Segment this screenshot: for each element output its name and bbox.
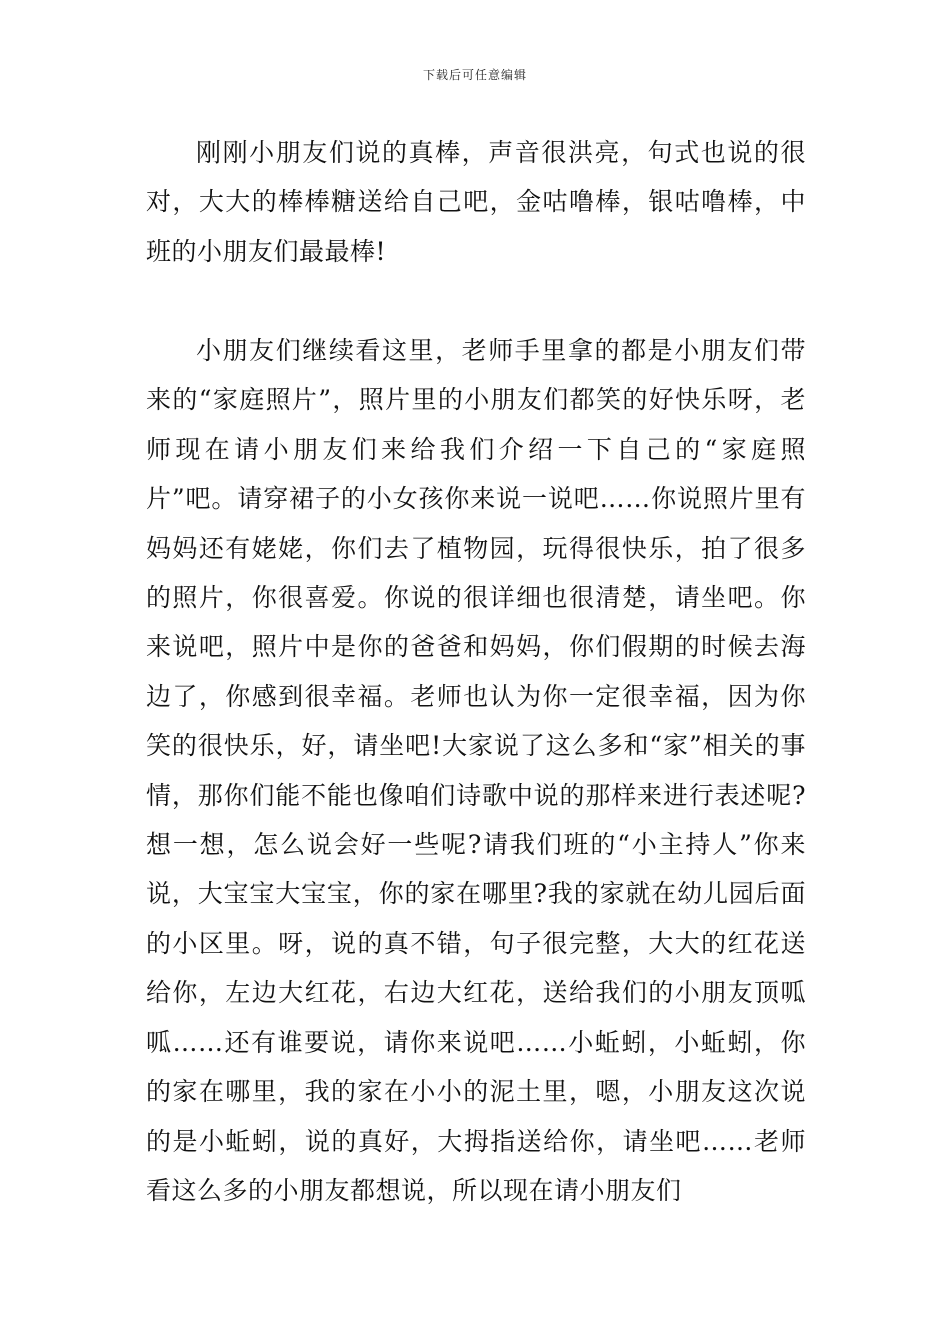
paragraph-2: 小朋友们继续看这里，老师手里拿的都是小朋友们带来的“家庭照片”，照片里的小朋友们都笑的好快乐呀，老师现在请小朋友们来给我们介绍一下自己的“家庭照片”吧。请穿裙子的小女孩你来说一说吧……你说照片里有妈妈还有姥姥，你们去了植物园，玩得很快乐，拍了很多的照片，你很喜爱。你说的很详细也很清楚，请坐吧。你来说吧，照片中是你的爸爸和妈妈，你们假期的时候去海边了，你感到很幸福。老师也认为你一定很幸福，因为你笑的很快乐，好，请坐吧!大家说了这么多和“家”相关的事情，那你们能不能也像咱们诗歌中说的那样来进行表述呢?想一想，怎么说会好一些呢?请我们班的“小主持人”你来说，大宝宝大宝宝，你的家在哪里?我的家就在幼儿园后面的小区里。呀，说的真不错，句子很完整，大大的红花送给你，左边大红花，右边大红花，送给我们的小朋友顶呱呱……还有谁要说，请你来说吧……小蚯蚓，小蚯蚓，你的家在哪里，我的家在小小的泥土里，嗯，小朋友这次说的是小蚯蚓，说的真好，大拇指送给你，请坐吧……老师看这么多的小朋友都想说，所以现在请小朋友们	[146, 336, 806, 1205]
paragraph-1-block	[146, 128, 806, 276]
paragraph-1: 刚刚小朋友们说的真棒，声音很洪亮，句式也说的很对，大大的棒棒糖送给自己吧，金咕噜棒，银咕噜棒，中班的小朋友们最最棒!	[146, 138, 806, 266]
paragraph-2-block	[146, 326, 806, 1215]
header-note: 下载后可任意编辑	[422, 68, 527, 82]
